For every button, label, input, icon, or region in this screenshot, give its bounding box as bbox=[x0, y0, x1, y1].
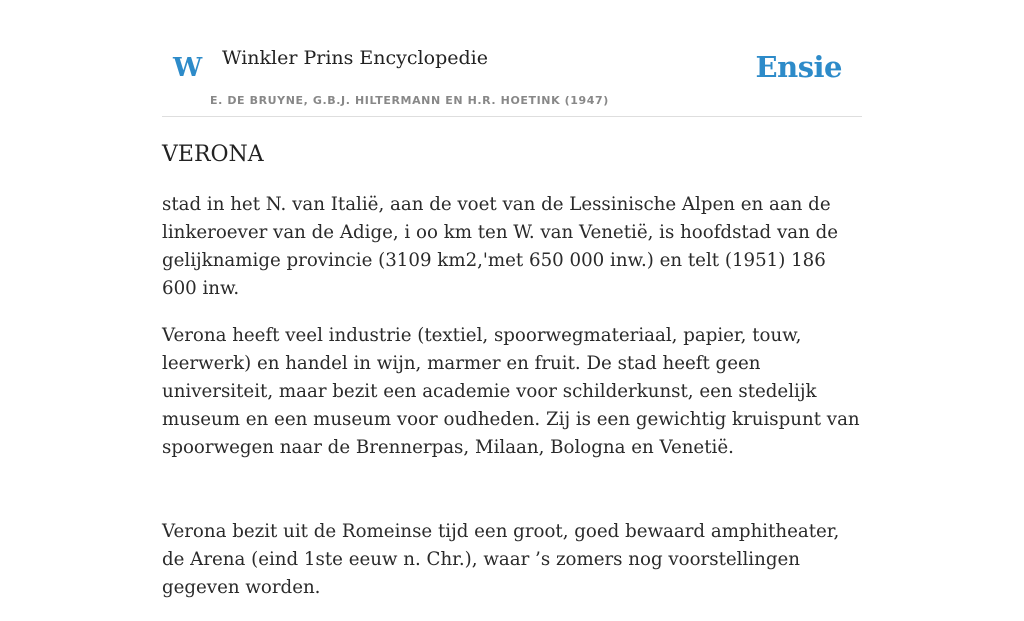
article-body bbox=[162, 139, 866, 621]
paragraph-spacer bbox=[162, 481, 866, 518]
site-header bbox=[162, 0, 862, 117]
article-headword: VERONA bbox=[162, 142, 264, 167]
site-logo[interactable]: W bbox=[173, 53, 203, 83]
brand-logo[interactable]: Ensie bbox=[755, 50, 842, 84]
article-paragraph: stad in het N. van Italië, aan de voet van de Lessinische Alpen en aan de linkeroever van de Adige, i oo km ten W. van Venetië, is hoofdstad van de gelijknamige provincie (3109 km2,'met 650 000 inw.) en telt (1951) 186 600 inw. bbox=[162, 194, 838, 299]
edition-authors: E. DE BRUYNE, G.B.J. HILTERMANN EN H.R. HOETINK (1947) bbox=[210, 94, 609, 107]
encyclopedia-title[interactable]: Winkler Prins Encyclopedie bbox=[222, 47, 488, 69]
article-paragraph: Verona bezit uit de Romeinse tijd een groot, goed bewaard amphitheater, de Arena (eind 1ste eeuw n. Chr.), waar ’s zomers nog voorstellingen gegeven worden. bbox=[162, 521, 840, 598]
article-paragraph: Verona heeft veel industrie (textiel, spoorwegmateriaal, papier, touw, leerwerk) en handel in wijn, marmer en fruit. De stad heeft geen universiteit, maar bezit een academie voor schilderkunst, een stedelijk museum en een museum voor oudheden. Zij is een gewichtig kruispunt van spoorwegen naar de Brennerpas, Milaan, Bologna en Venetië. bbox=[162, 325, 860, 458]
